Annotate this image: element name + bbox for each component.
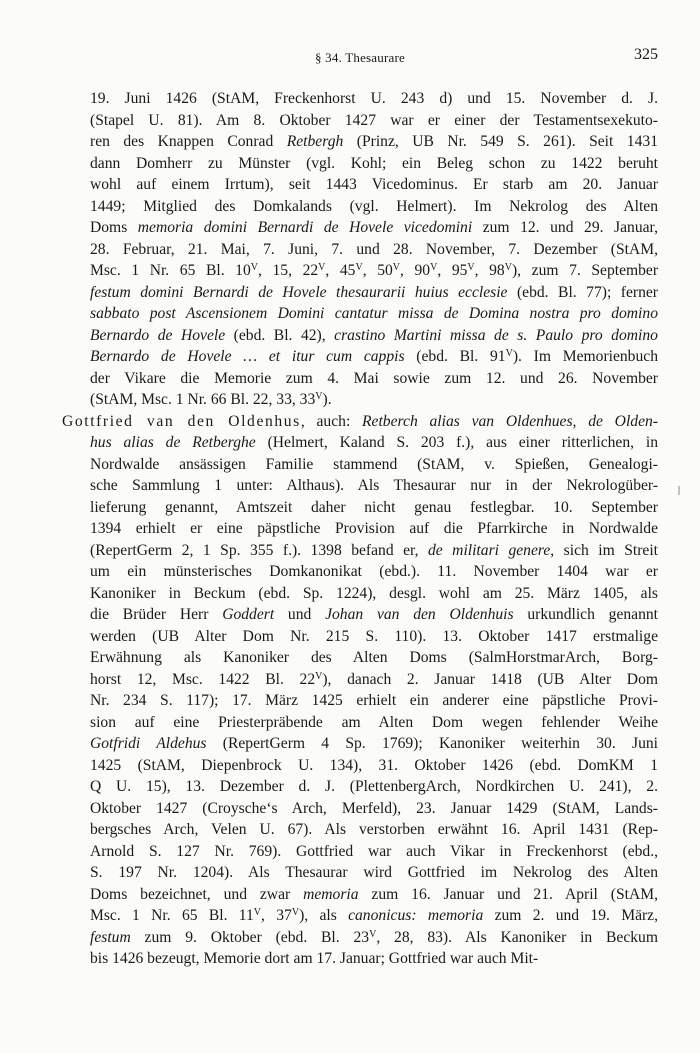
latin-quote: memoria domini Bernardi de Hovele vicedomini (137, 219, 473, 236)
page-header (62, 46, 658, 70)
latin-quote: sabbato post Ascensionem Domini cantatur missa de Domina nostra pro domino (90, 305, 658, 322)
text-run: S. 197 Nr. 1204). Als Thesaurar wird Gottfried im Nekrolog des Alten (90, 864, 658, 881)
text-line (62, 303, 658, 325)
latin-quote: festum domini Bernardi de Hovele thesaurarii huius ecclesie (90, 283, 508, 301)
text-run: der Vikare die Memorie zum 4. Mai sowie zum 12. und 26. November (90, 369, 658, 387)
text-run: (StAM, Msc. 1 Nr. 66 Bl. 22, 33, 33 (90, 391, 316, 408)
latin-quote: Gotfridi Aldehus (90, 735, 207, 752)
verso-mark: V (291, 907, 300, 918)
text-run: Q U. 15), 13. Dezember d. J. (PlettenbergArch, Nordkirchen U. 241), 2. (90, 778, 658, 795)
text-run: sion auf eine Priesterpräbende am Alten Dom wegen fehlender Weihe (90, 713, 658, 731)
text-line (62, 239, 658, 261)
text-run: und (274, 606, 326, 623)
text-run: (RepertGerm 2, 1 Sp. 355 f.). 1398 befand er, (90, 541, 428, 559)
running-head: § 34. Thesaurare (315, 50, 405, 65)
text-line (62, 604, 658, 626)
text-run: Doms bezeichnet, und zwar (90, 885, 304, 903)
text-run: Kanoniker in Beckum (ebd. Sp. 1224), desgl. wohl am 25. März 1405, als (90, 584, 658, 602)
text-run: ren des Knappen Conrad (90, 133, 287, 150)
text-line (62, 497, 658, 519)
text-run: , auch: (300, 412, 363, 430)
text-run: (ebd. Bl. 77); ferner (507, 283, 658, 301)
text-run: horst 12, Msc. 1422 Bl. 22 (90, 670, 316, 688)
text-line (62, 862, 658, 884)
latin-quote: festum (90, 928, 131, 946)
text-line (62, 196, 658, 218)
text-line (62, 798, 658, 820)
text-run: , 45 (325, 262, 356, 279)
verso-mark: V (505, 348, 513, 359)
text-line (62, 884, 658, 906)
verso-mark: V (392, 262, 401, 273)
text-run: ), zum 7. September (511, 262, 659, 279)
text-run: , 15, 22 (258, 262, 319, 279)
text-run: zum 9. Oktober (ebd. Bl. 23 (130, 928, 370, 946)
text-run: Doms (90, 219, 138, 236)
text-run: lieferung genannt, Amtszeit daher nicht genau festlegbar. 10. September (90, 498, 658, 516)
latin-quote: Bernardo de Hovele (90, 326, 226, 344)
text-line (62, 217, 658, 239)
text-run: 28. Februar, 21. Mai, 7. Juni, 7. und 28. November, 7. Dezember (StAM, (90, 240, 658, 258)
text-run: Nr. 234 S. 117); 17. März 1425 erhielt ein anderer eine päpstliche Provi- (90, 692, 658, 709)
text-run: zum 12. und 29. Januar, (472, 219, 659, 236)
text-line (62, 368, 658, 390)
text-line (62, 153, 658, 175)
text-line (62, 131, 658, 153)
text-line (62, 561, 658, 583)
latin-quote: crastino Martini missa de s. Paulo pro domino (334, 326, 658, 344)
text-line (62, 540, 658, 562)
text-run: (ebd. Bl. 42), (225, 326, 335, 344)
text-run: ). Im Memorienbuch (512, 348, 658, 365)
latin-quote: Bernardo de Hovele … et itur cum cappis (90, 348, 405, 365)
verso-mark: V (430, 262, 438, 273)
text-line (62, 346, 658, 368)
text-run: , 28, 83). Als Kanoniker in Beckum (376, 928, 658, 946)
text-run: Erwähnung als Kanoniker des Alten Doms (SalmHorstmarArch, Borg- (90, 649, 658, 666)
text-run: 19. Juni 1426 (StAM, Freckenhorst U. 243 d) und 15. November d. J. (90, 90, 658, 107)
text-line (62, 174, 658, 196)
text-run: 1425 (StAM, Diepenbrock U. 134), 31. Oktober 1426 (ebd. DomKM 1 (90, 756, 658, 774)
text-line (62, 454, 658, 476)
text-run: 1394 erhielt er eine päpstliche Provision auf die Pfarrkirche in Nordwalde (90, 520, 658, 537)
text-run: dann Domherr zu Münster (vgl. Kohl; ein Beleg schon zu 1422 beruht (90, 154, 658, 172)
text-run: wohl auf einem Irrtum), seit 1443 Vicedominus. Er starb am 20. Januar (90, 176, 658, 193)
text-line (62, 260, 658, 282)
verso-mark: V (369, 928, 377, 940)
text-line (62, 927, 658, 949)
verso-mark: V (253, 907, 262, 918)
text-run: Arnold S. 127 Nr. 769). Gottfried war auch Vikar in Freckenhorst (ebd., (90, 842, 658, 860)
verso-mark: V (318, 262, 326, 273)
text-run: Nordwalde ansässigen Familie stammend (StAM, v. Spießen, Genealogi- (90, 455, 658, 473)
text-line (62, 325, 658, 347)
text-line (62, 819, 658, 841)
text-line (62, 583, 658, 605)
text-line (62, 647, 658, 669)
verso-mark: V (355, 262, 363, 273)
text-run: ), als (299, 907, 349, 924)
text-line (62, 518, 658, 540)
text-run: , 98 (474, 262, 505, 279)
text-line (62, 411, 658, 433)
text-run: , 37 (261, 907, 292, 924)
text-run: zum 16. Januar und 21. April (StAM, (358, 885, 658, 903)
text-run: (RepertGerm 4 Sp. 1769); Kanoniker weiterhin 30. Juni (206, 735, 658, 752)
text-line (62, 712, 658, 734)
text-run: die Brüder Herr (90, 606, 223, 623)
text-run: ), danach 2. Januar 1418 (UB Alter Dom (322, 670, 658, 688)
text-run: , 90 (400, 262, 431, 279)
text-line (62, 626, 658, 648)
entry-name: Gottfried van den Oldenhus (62, 412, 301, 430)
latin-quote: canonicus: memoria (348, 907, 484, 924)
text-line (62, 110, 658, 132)
text-run: urkundlich genannt (513, 606, 659, 623)
verso-mark: V (315, 670, 323, 682)
text-line (62, 282, 658, 304)
text-line (62, 669, 658, 691)
text-line (62, 841, 658, 863)
text-line (62, 690, 658, 712)
text-run: , 95 (437, 262, 468, 279)
text-line (62, 776, 658, 798)
text-run: bis 1426 bezeugt, Memorie dort am 17. Januar; Gottfried war auch Mit- (90, 950, 539, 967)
latin-quote: hus alias de Retberghe (90, 434, 256, 451)
body-text (62, 88, 658, 970)
text-run: sche Sammlung 1 unter: Althaus). Als Thesaurar nur in der Nekrologüber- (90, 477, 658, 494)
text-run: um ein münsterisches Domkanonikat (ebd.). 11. November 1404 war er (90, 563, 658, 580)
latin-quote: memoria (303, 885, 359, 903)
text-line (62, 948, 658, 970)
text-run: , sich im Streit (550, 541, 658, 559)
text-run: 1449; Mitglied des Domkalands (vgl. Helmert). Im Nekrolog des Alten (90, 197, 658, 215)
latin-quote: Retbergh (286, 133, 344, 150)
text-line (62, 733, 658, 755)
text-run: (Stapel U. 81). Am 8. Oktober 1427 war er einer der Testamentsexekuto- (90, 111, 658, 129)
text-line (62, 389, 658, 411)
verso-mark: V (467, 262, 475, 273)
margin-mark (678, 486, 680, 495)
text-run: (Prinz, UB Nr. 549 S. 261). Seit 1431 (343, 133, 658, 150)
text-line (62, 88, 658, 110)
text-run: (Helmert, Kaland S. 203 f.), aus einer ritterlichen, in (255, 434, 659, 451)
latin-quote: Goddert (222, 606, 275, 623)
text-run: Msc. 1 Nr. 65 Bl. 10 (90, 262, 251, 279)
text-run: zum 2. und 19. März, (483, 907, 659, 924)
verso-mark: V (250, 262, 259, 273)
verso-mark: V (315, 391, 323, 402)
text-run: , 50 (362, 262, 393, 279)
text-line (62, 905, 658, 927)
text-run: ). (322, 391, 332, 408)
text-line (62, 432, 658, 454)
verso-mark: V (504, 262, 512, 273)
latin-quote: Retberch alias van Oldenhues, de Olden- (362, 412, 658, 430)
text-run: Oktober 1427 (Croysche‘s Arch, Merfeld), 23. Januar 1429 (StAM, Lands- (90, 799, 658, 817)
text-line (62, 755, 658, 777)
page-number: 325 (634, 46, 658, 63)
text-line (62, 475, 658, 497)
text-run: Msc. 1 Nr. 65 Bl. 11 (90, 907, 254, 924)
text-run: werden (UB Alter Dom Nr. 215 S. 110). 13. Oktober 1417 erstmalige (90, 627, 658, 645)
text-run: bergsches Arch, Velen U. 67). Als verstorben erwähnt 16. April 1431 (Rep- (90, 821, 658, 838)
latin-quote: Johan van den Oldenhuis (325, 606, 514, 623)
latin-quote: de militari genere (427, 541, 551, 559)
text-run: (ebd. Bl. 91 (404, 348, 506, 365)
